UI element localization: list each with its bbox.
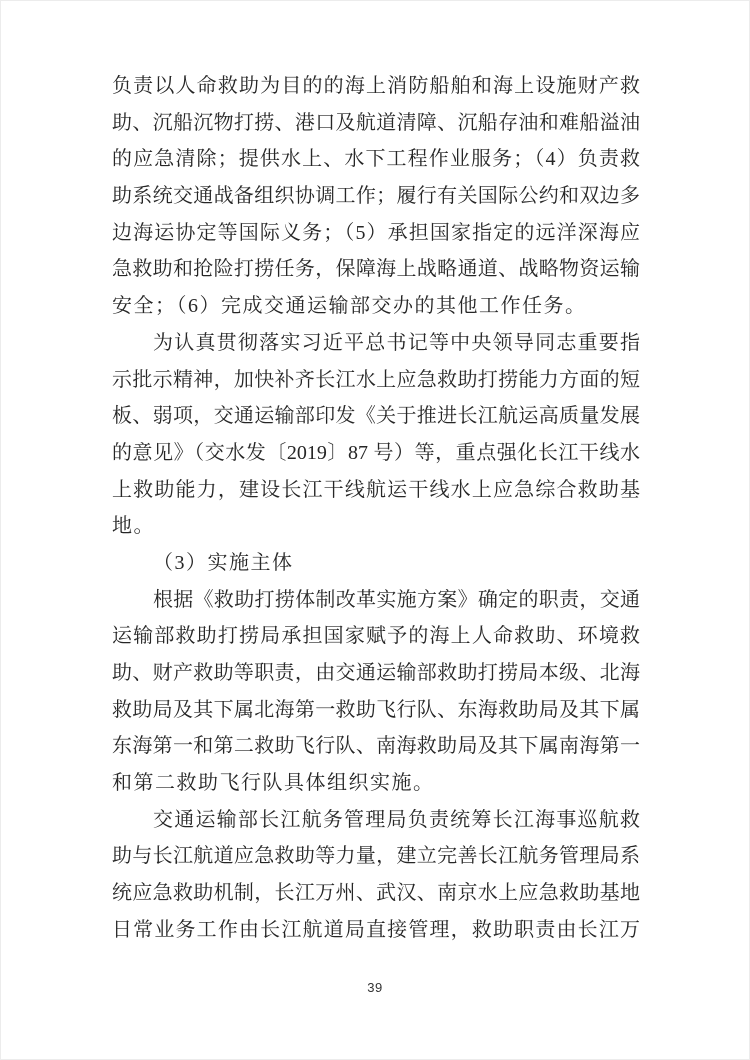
text-line: 的应急清除；提供水上、水下工程作业服务；（4）负责救 bbox=[112, 148, 640, 171]
text-line: 板、弱项，交通运输部印发《关于推进长江航运高质量发展 bbox=[112, 405, 640, 428]
text-line: 助系统交通战备组织协调工作；履行有关国际公约和双边多 bbox=[112, 185, 640, 208]
text-line: 的意见》（交水发〔2019〕87 号）等，重点强化长江干线水 bbox=[112, 441, 640, 464]
text-line: 上救助能力，建设长江干线航运干线水上应急综合救助基 bbox=[112, 478, 640, 501]
paragraph-policy-background bbox=[112, 325, 640, 545]
text-line: 统应急救助机制，长江万州、武汉、南京水上应急救助基地 bbox=[112, 882, 640, 905]
paragraph-changjiang-administration bbox=[112, 802, 640, 949]
text-line: 安全；（6）完成交通运输部交办的其他工作任务。 bbox=[112, 295, 587, 318]
text-line: 助、财产救助等职责，由交通运输部救助打捞局本级、北海 bbox=[112, 662, 640, 684]
document-text-content bbox=[112, 68, 640, 949]
text-line: 助与长江航道应急救助等力量，建立完善长江航务管理局系 bbox=[112, 845, 640, 868]
text-line: 交通运输部长江航务管理局负责统筹长江海事巡航救 bbox=[153, 808, 640, 831]
text-line: 负责以人命救助为目的的海上消防船舶和海上设施财产救 bbox=[112, 75, 640, 97]
sub-heading-line: （3）实施主体 bbox=[153, 551, 294, 574]
text-line: 和第二救助飞行队具体组织实施。 bbox=[112, 772, 435, 795]
page-number: 39 bbox=[367, 980, 383, 995]
text-line: 急救助和抢险打捞任务，保障海上战略通道、战略物资运输 bbox=[112, 258, 640, 281]
text-line: 地。 bbox=[112, 515, 155, 538]
text-line: 根据《救助打捞体制改革实施方案》确定的职责，交通 bbox=[153, 588, 640, 611]
text-line: 日常业务工作由长江航道局直接管理，救助职责由长江万 bbox=[112, 918, 640, 941]
paragraph-duties-continuation bbox=[112, 68, 640, 325]
text-line: 运输部救助打捞局承担国家赋予的海上人命救助、环境救 bbox=[112, 625, 640, 648]
text-line: 救助局及其下属北海第一救助飞行队、东海救助局及其下属 bbox=[112, 698, 640, 721]
heading-implementation-subject bbox=[112, 545, 640, 582]
paragraph-rescue-salvage-bureau bbox=[112, 582, 640, 802]
text-line: 东海第一和第二救助飞行队、南海救助局及其下属南海第一 bbox=[112, 735, 640, 758]
text-line: 边海运协定等国际义务；（5）承担国家指定的远洋深海应 bbox=[112, 221, 640, 244]
text-line: 示批示精神，加快补齐长江水上应急救助打捞能力方面的短 bbox=[112, 368, 640, 391]
text-line: 助、沉船沉物打捞、港口及航道清障、沉船存油和难船溢油 bbox=[112, 111, 640, 134]
text-line: 为认真贯彻落实习近平总书记等中央领导同志重要指 bbox=[153, 331, 640, 354]
